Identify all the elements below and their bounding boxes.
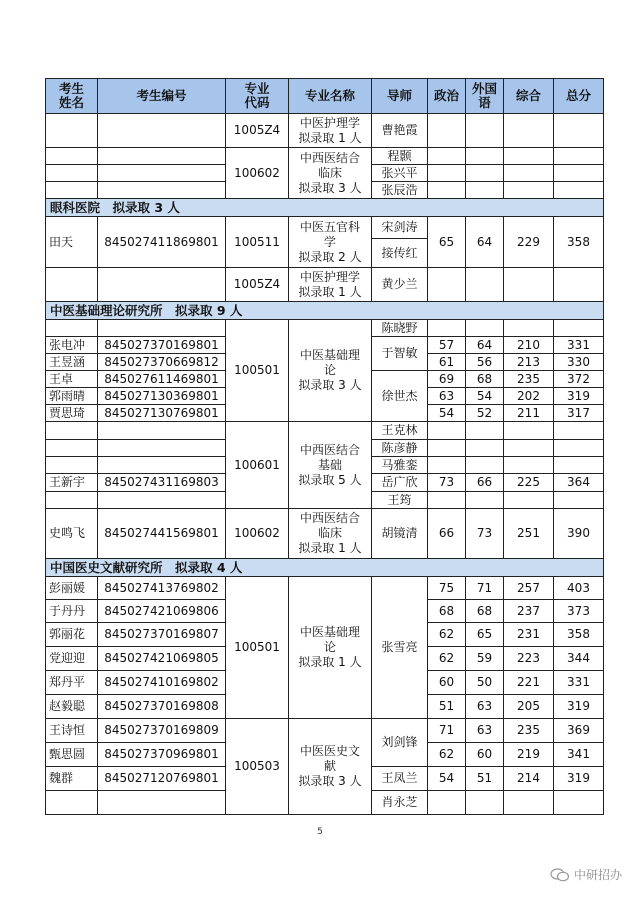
advisor-name: 胡镜清 bbox=[372, 509, 428, 559]
score-politics: 65 bbox=[428, 217, 466, 268]
advisor-name: 陈晓野 bbox=[372, 320, 428, 337]
student-id: 845027120769801 bbox=[98, 767, 226, 791]
major-code: 100501 bbox=[226, 320, 289, 422]
student-id: 845027421069805 bbox=[98, 647, 226, 671]
section-row bbox=[46, 199, 604, 217]
section-row bbox=[46, 559, 604, 577]
student-name: 郭丽花 bbox=[46, 623, 98, 647]
score-total: 330 bbox=[554, 354, 604, 371]
score-comprehensive: 237 bbox=[504, 600, 554, 623]
advisor-name: 徐世杰 bbox=[372, 371, 428, 422]
table-row bbox=[46, 114, 604, 148]
score-foreign: 51 bbox=[466, 767, 504, 791]
advisor-name: 王克林 bbox=[372, 422, 428, 440]
student-id: 845027370169809 bbox=[98, 719, 226, 743]
student-id: 845027130369801 bbox=[98, 388, 226, 405]
score-foreign: 66 bbox=[466, 474, 504, 492]
score-comprehensive: 205 bbox=[504, 695, 554, 719]
advisor-name: 张兴平 bbox=[372, 165, 428, 182]
student-id: 845027130769801 bbox=[98, 405, 226, 422]
score-politics: 54 bbox=[428, 767, 466, 791]
advisor-name: 张雪亮 bbox=[372, 577, 428, 719]
student-name: 王昱涵 bbox=[46, 354, 98, 371]
header-major: 专业名称 bbox=[289, 79, 372, 114]
watermark-text: 中研招办 bbox=[573, 868, 622, 882]
score-politics: 68 bbox=[428, 600, 466, 623]
table-row bbox=[46, 217, 604, 239]
score-total: 403 bbox=[554, 577, 604, 600]
student-id: 845027411869801 bbox=[98, 217, 226, 268]
major-name: 中医基础理 论 拟录取 1 人 bbox=[289, 577, 372, 719]
score-total: 390 bbox=[554, 509, 604, 559]
score-foreign: 54 bbox=[466, 388, 504, 405]
score-politics: 69 bbox=[428, 371, 466, 388]
advisor-name: 曹艳霞 bbox=[372, 114, 428, 148]
score-comprehensive: 210 bbox=[504, 337, 554, 354]
score-comprehensive: 231 bbox=[504, 623, 554, 647]
major-name: 中医护理学 拟录取 1 人 bbox=[289, 114, 372, 148]
major-code: 100511 bbox=[226, 217, 289, 268]
score-foreign: 68 bbox=[466, 371, 504, 388]
table-row bbox=[46, 422, 604, 440]
advisor-name: 岳广欣 bbox=[372, 474, 428, 492]
student-name: 魏群 bbox=[46, 767, 98, 791]
score-foreign: 50 bbox=[466, 671, 504, 695]
section-history: 中国医史文献研究所 拟录取 4 人 bbox=[46, 559, 604, 577]
score-comprehensive: 214 bbox=[504, 767, 554, 791]
advisor-name: 接传红 bbox=[372, 239, 428, 268]
student-name: 赵毅聪 bbox=[46, 695, 98, 719]
student-name: 于丹丹 bbox=[46, 600, 98, 623]
score-politics: 57 bbox=[428, 337, 466, 354]
score-politics: 62 bbox=[428, 623, 466, 647]
table-row bbox=[46, 719, 604, 743]
student-id: 845027370169808 bbox=[98, 695, 226, 719]
major-code: 1005Z4 bbox=[226, 268, 289, 302]
score-foreign: 60 bbox=[466, 743, 504, 767]
score-foreign: 63 bbox=[466, 695, 504, 719]
section-eye-hospital: 眼科医院 拟录取 3 人 bbox=[46, 199, 604, 217]
table-row bbox=[46, 320, 604, 337]
score-total: 331 bbox=[554, 337, 604, 354]
watermark bbox=[550, 866, 622, 883]
score-politics: 63 bbox=[428, 388, 466, 405]
score-total: 364 bbox=[554, 474, 604, 492]
advisor-name: 于智敏 bbox=[372, 337, 428, 371]
major-code: 100601 bbox=[226, 422, 289, 509]
major-name: 中西医结合 临床 拟录取 3 人 bbox=[289, 148, 372, 199]
score-total: 369 bbox=[554, 719, 604, 743]
advisor-name: 王凤兰 bbox=[372, 767, 428, 791]
student-name: 贾思琦 bbox=[46, 405, 98, 422]
score-politics: 62 bbox=[428, 743, 466, 767]
score-total: 331 bbox=[554, 671, 604, 695]
score-total: 344 bbox=[554, 647, 604, 671]
major-code: 100602 bbox=[226, 148, 289, 199]
score-foreign: 68 bbox=[466, 600, 504, 623]
score-politics: 54 bbox=[428, 405, 466, 422]
major-name: 中医基础理 论 拟录取 3 人 bbox=[289, 320, 372, 422]
student-name: 王卓 bbox=[46, 371, 98, 388]
score-comprehensive: 229 bbox=[504, 217, 554, 268]
header-name: 考生 姓名 bbox=[46, 79, 98, 114]
header-advisor: 导师 bbox=[372, 79, 428, 114]
student-id: 845027413769802 bbox=[98, 577, 226, 600]
table-row bbox=[46, 148, 604, 165]
page-number: 5 bbox=[317, 827, 323, 837]
header-code: 专业 代码 bbox=[226, 79, 289, 114]
advisor-name: 马雅銮 bbox=[372, 457, 428, 474]
student-name: 王诗恒 bbox=[46, 719, 98, 743]
major-name: 中西医结合 基础 拟录取 5 人 bbox=[289, 422, 372, 509]
student-id: 845027441569801 bbox=[98, 509, 226, 559]
advisor-name: 肖永芝 bbox=[372, 791, 428, 815]
student-id: 845027370669812 bbox=[98, 354, 226, 371]
student-id: 845027611469801 bbox=[98, 371, 226, 388]
student-id: 845027370169807 bbox=[98, 623, 226, 647]
header-row bbox=[46, 79, 604, 114]
header-total: 总分 bbox=[554, 79, 604, 114]
student-name: 史鸣飞 bbox=[46, 509, 98, 559]
table-row bbox=[46, 268, 604, 302]
major-name: 中医五官科 学 拟录取 2 人 bbox=[289, 217, 372, 268]
major-code: 100501 bbox=[226, 577, 289, 719]
major-name: 中医医史文 献 拟录取 3 人 bbox=[289, 719, 372, 815]
header-foreign: 外国 语 bbox=[466, 79, 504, 114]
header-id: 考生编号 bbox=[98, 79, 226, 114]
score-comprehensive: 221 bbox=[504, 671, 554, 695]
score-foreign: 63 bbox=[466, 719, 504, 743]
header-politics: 政治 bbox=[428, 79, 466, 114]
wechat-icon bbox=[550, 868, 570, 882]
score-total: 319 bbox=[554, 388, 604, 405]
score-foreign: 64 bbox=[466, 217, 504, 268]
score-comprehensive: 235 bbox=[504, 371, 554, 388]
student-name: 田天 bbox=[46, 217, 98, 268]
advisor-name: 黄少兰 bbox=[372, 268, 428, 302]
student-name: 郭雨晴 bbox=[46, 388, 98, 405]
major-name: 中医护理学 拟录取 1 人 bbox=[289, 268, 372, 302]
score-total: 319 bbox=[554, 695, 604, 719]
advisor-name: 程颢 bbox=[372, 148, 428, 165]
score-total: 372 bbox=[554, 371, 604, 388]
score-comprehensive: 211 bbox=[504, 405, 554, 422]
score-foreign: 73 bbox=[466, 509, 504, 559]
score-total: 341 bbox=[554, 743, 604, 767]
score-politics: 61 bbox=[428, 354, 466, 371]
score-politics: 66 bbox=[428, 509, 466, 559]
score-comprehensive: 223 bbox=[504, 647, 554, 671]
student-name: 彭丽媛 bbox=[46, 577, 98, 600]
score-politics: 62 bbox=[428, 647, 466, 671]
student-name: 郑丹平 bbox=[46, 671, 98, 695]
table-row bbox=[46, 509, 604, 559]
score-comprehensive: 235 bbox=[504, 719, 554, 743]
student-id: 845027370969801 bbox=[98, 743, 226, 767]
score-comprehensive: 225 bbox=[504, 474, 554, 492]
score-comprehensive: 219 bbox=[504, 743, 554, 767]
major-code: 1005Z4 bbox=[226, 114, 289, 148]
score-foreign: 56 bbox=[466, 354, 504, 371]
score-politics: 73 bbox=[428, 474, 466, 492]
score-comprehensive: 202 bbox=[504, 388, 554, 405]
score-foreign: 52 bbox=[466, 405, 504, 422]
major-code: 100602 bbox=[226, 509, 289, 559]
advisor-name: 王筠 bbox=[372, 492, 428, 509]
major-code: 100503 bbox=[226, 719, 289, 815]
score-total: 317 bbox=[554, 405, 604, 422]
major-name: 中西医结合 临床 拟录取 1 人 bbox=[289, 509, 372, 559]
score-politics: 71 bbox=[428, 719, 466, 743]
student-id: 845027410169802 bbox=[98, 671, 226, 695]
score-politics: 60 bbox=[428, 671, 466, 695]
student-name: 党迎迎 bbox=[46, 647, 98, 671]
score-total: 373 bbox=[554, 600, 604, 623]
score-foreign: 65 bbox=[466, 623, 504, 647]
student-id: 845027431169803 bbox=[98, 474, 226, 492]
section-row bbox=[46, 302, 604, 320]
score-foreign: 71 bbox=[466, 577, 504, 600]
student-name: 张电冲 bbox=[46, 337, 98, 354]
student-name: 王新宇 bbox=[46, 474, 98, 492]
header-comprehensive: 综合 bbox=[504, 79, 554, 114]
student-id: 845027370169801 bbox=[98, 337, 226, 354]
score-comprehensive: 213 bbox=[504, 354, 554, 371]
score-total: 319 bbox=[554, 767, 604, 791]
advisor-name: 张辰浩 bbox=[372, 182, 428, 199]
student-name: 甄思圆 bbox=[46, 743, 98, 767]
score-politics: 75 bbox=[428, 577, 466, 600]
score-total: 358 bbox=[554, 623, 604, 647]
score-comprehensive: 257 bbox=[504, 577, 554, 600]
table-row bbox=[46, 577, 604, 600]
score-total: 358 bbox=[554, 217, 604, 268]
advisor-name: 刘剑锋 bbox=[372, 719, 428, 767]
score-foreign: 59 bbox=[466, 647, 504, 671]
student-id: 845027421069806 bbox=[98, 600, 226, 623]
advisor-name: 陈彦静 bbox=[372, 440, 428, 457]
score-politics: 51 bbox=[428, 695, 466, 719]
score-foreign: 64 bbox=[466, 337, 504, 354]
section-basic-theory: 中医基础理论研究所 拟录取 9 人 bbox=[46, 302, 604, 320]
score-comprehensive: 251 bbox=[504, 509, 554, 559]
advisor-name: 宋剑涛 bbox=[372, 217, 428, 239]
admission-table bbox=[45, 78, 604, 815]
